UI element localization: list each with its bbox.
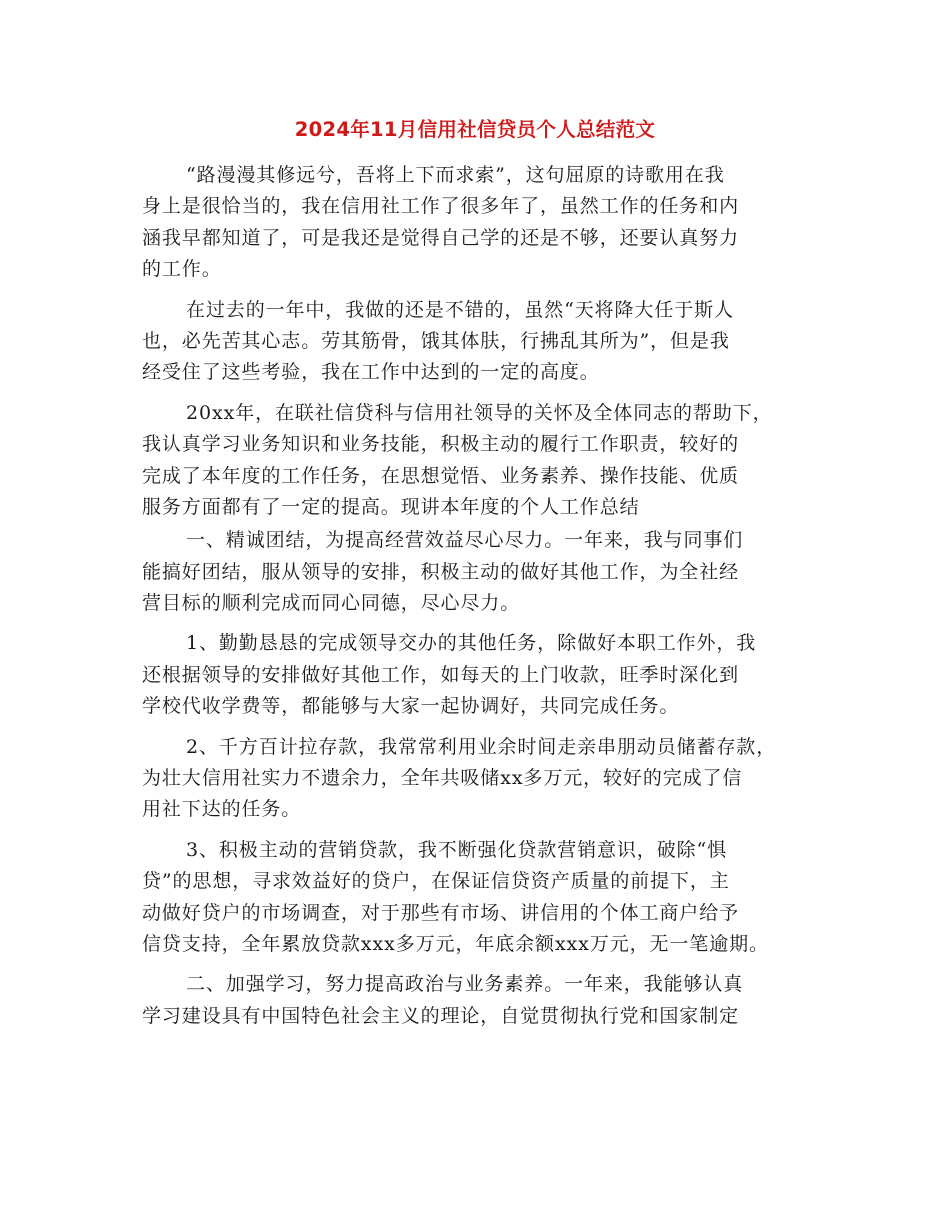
text-line: 营目标的顺利完成而同心同德，尽心尽力。 <box>142 592 521 615</box>
text-line: 的工作。 <box>142 258 222 281</box>
text-line: 贷”的思想，寻求效益好的贷户，在保证信贷资产质量的前提下，主 <box>142 870 730 893</box>
text-line: 经受住了这些考验，我在工作中达到的一定的高度。 <box>142 361 600 384</box>
paragraph <box>142 398 806 524</box>
text-line: “路漫漫其修远兮，吾将上下而求索”，这句屈原的诗歌用在我 <box>186 164 725 186</box>
text-line: 我认真学习业务知识和业务技能，积极主动的履行工作职责，较好的 <box>142 433 740 456</box>
text-line: 身上是很恰当的，我在信用社工作了很多年了，虽然工作的任务和内 <box>142 195 740 218</box>
text-line: 一、精诚团结，为提高经营效益尽心尽力。一年来，我与同事们 <box>186 529 744 552</box>
document-body <box>142 160 806 1032</box>
text-line: 2、千方百计拉存款，我常常利用业余时间走亲串朋动员储蓄存款， <box>186 735 777 758</box>
text-line: 还根据领导的安排做好其他工作，如每天的上门收款，旺季时深化到 <box>142 663 740 686</box>
text-line: 1、勤勤恳恳的完成领导交办的其他任务，除做好本职工作外，我 <box>186 632 757 655</box>
paragraph <box>142 628 806 722</box>
text-line: 3、积极主动的营销贷款，我不断强化贷款营销意识，破除“惧 <box>186 838 728 861</box>
text-line: 用社下达的任务。 <box>142 798 302 821</box>
text-line: 二、加强学习，努力提高政治与业务素养。一年来，我能够认真 <box>186 973 744 996</box>
paragraph <box>142 295 806 389</box>
document-title: 2024年11月信用社信贷员个人总结范文 <box>294 118 656 141</box>
text-line: 也，必先苦其心志。劳其筋骨，饿其体肤，行拂乱其所为”，但是我 <box>142 329 730 352</box>
text-line: 20xx年，在联社信贷科与信用社领导的关怀及全体同志的帮助下， <box>186 401 773 424</box>
paragraph <box>142 732 806 826</box>
text-line: 完成了本年度的工作任务，在思想觉悟、业务素养、操作技能、优质 <box>142 464 740 487</box>
paragraph <box>142 525 806 619</box>
paragraph <box>142 160 806 286</box>
paragraph <box>142 969 806 1032</box>
paragraph <box>142 835 806 961</box>
text-line: 服务方面都有了一定的提高。现讲本年度的个人工作总结 <box>142 495 640 518</box>
text-line: 涵我早都知道了，可是我还是觉得自己学的还是不够，还要认真努力 <box>142 226 740 249</box>
text-line: 学校代收学费等，都能够与大家一起协调好，共同完成任务。 <box>142 695 680 718</box>
text-line: 学习建设具有中国特色社会主义的理论，自觉贯彻执行党和国家制定 <box>142 1004 740 1027</box>
text-line: 能搞好团结，服从领导的安排，积极主动的做好其他工作，为全社经 <box>142 560 740 583</box>
text-line: 信贷支持，全年累放贷款xxx多万元，年底余额xxx万元，无一笔逾期。 <box>142 932 769 955</box>
text-line: 在过去的一年中，我做的还是不错的，虽然“天将降大任于斯人 <box>186 298 734 321</box>
text-line: 为壮大信用社实力不遗余力，全年共吸储xx多万元，较好的完成了信 <box>142 767 743 790</box>
text-line: 动做好贷户的市场调查，对于那些有市场、讲信用的个体工商户给予 <box>142 901 740 924</box>
